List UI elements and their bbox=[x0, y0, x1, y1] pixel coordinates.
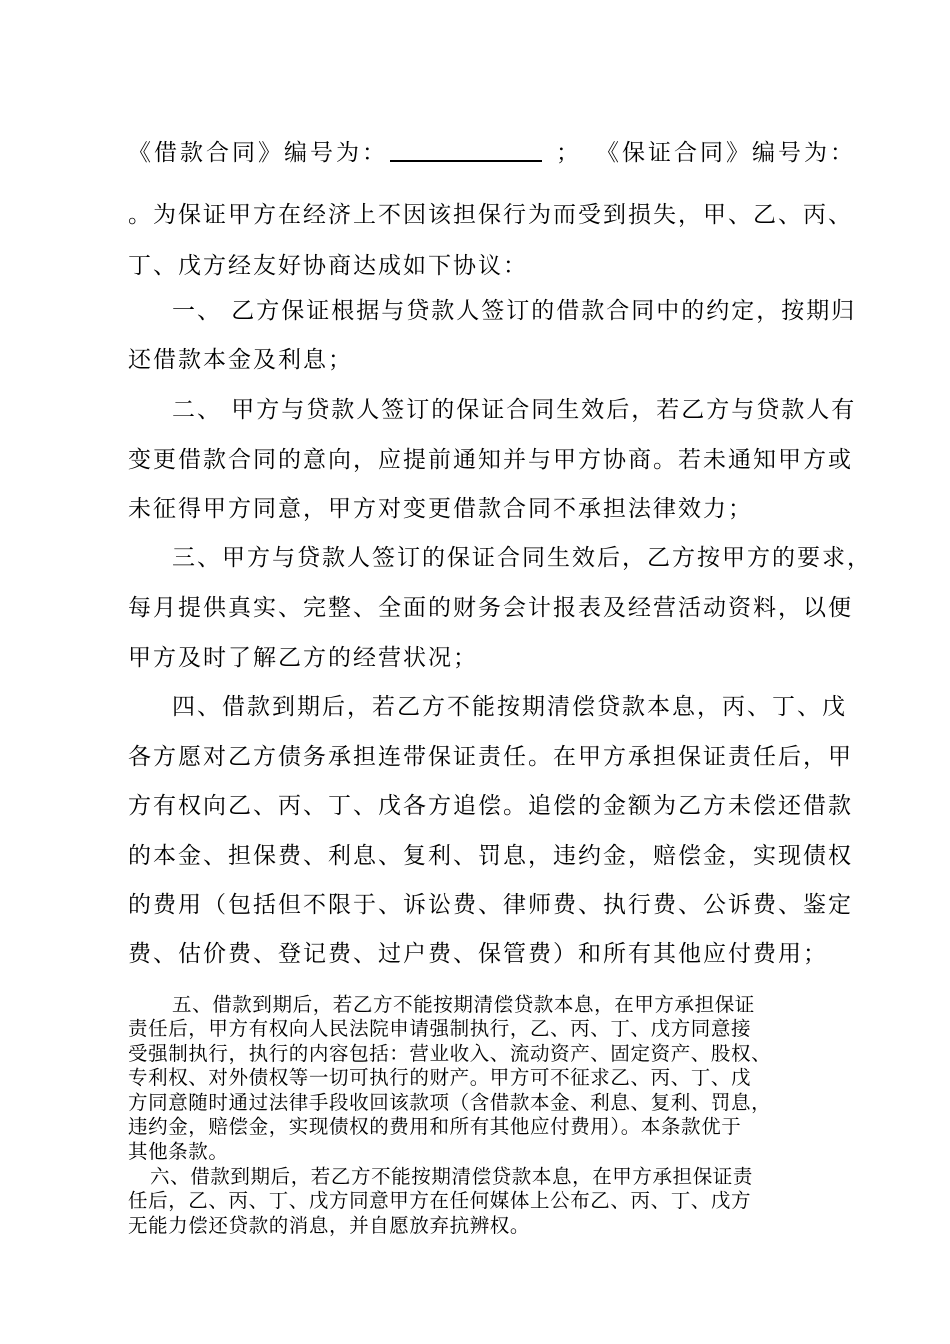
clause-4-line-2: 各方愿对乙方债务承担连带保证责任。在甲方承担保证责任后，甲 bbox=[128, 744, 853, 770]
clause-4-line-3: 方有权向乙、丙、丁、戊各方追偿。追偿的金额为乙方未偿还借款 bbox=[128, 793, 853, 819]
contract-number-line bbox=[128, 140, 856, 165]
guarantee-contract-number-label: 《保证合同》编号为： bbox=[596, 140, 856, 166]
clause-2-line-1: 二、 甲方与贷款人签订的保证合同生效后，若乙方与贷款人有 bbox=[172, 397, 857, 423]
clause-2-line-2: 变更借款合同的意向，应提前通知并与甲方协商。若未通知甲方或 bbox=[128, 447, 853, 473]
clause-6-line-3: 无能力偿还贷款的消息，并自愿放弃抗辨权。 bbox=[128, 1214, 531, 1237]
intro-line-1: 。为保证甲方在经济上不因该担保行为而受到损失，甲、乙、丙、 bbox=[128, 202, 853, 228]
clause-3-line-3: 甲方及时了解乙方的经营状况； bbox=[128, 645, 478, 671]
clause-1-line-2: 还借款本金及利息； bbox=[128, 347, 353, 373]
clause-4-line-1: 四、借款到期后，若乙方不能按期清偿贷款本息，丙、丁、戊 bbox=[172, 694, 847, 720]
clause-3-line-2: 每月提供真实、完整、全面的财务会计报表及经营活动资料，以便 bbox=[128, 595, 853, 621]
clause-5-line-2: 责任后，甲方有权向人民法院申请强制执行，乙、丙、丁、戊方同意接 bbox=[128, 1017, 752, 1040]
clause-4-line-6: 费、估价费、登记费、过户费、保管费）和所有其他应付费用； bbox=[128, 941, 828, 967]
intro-line-2: 丁、戊方经友好协商达成如下协议： bbox=[128, 253, 528, 279]
clause-1-line-1: 一、 乙方保证根据与贷款人签订的借款合同中的约定，按期归 bbox=[172, 298, 857, 324]
loan-contract-number-blank[interactable] bbox=[390, 140, 542, 162]
clause-4-line-4: 的本金、担保费、利息、复利、罚息，违约金，赔偿金，实现债权 bbox=[128, 843, 853, 869]
separator: ； bbox=[556, 140, 582, 166]
clause-5-line-5: 方同意随时通过法律手段收回该款项（含借款本金、利息、复利、罚息， bbox=[128, 1091, 772, 1114]
clause-5-line-1: 五、借款到期后，若乙方不能按期清偿贷款本息，在甲方承担保证 bbox=[172, 993, 755, 1016]
clause-5-line-6: 违约金，赔偿金，实现债权的费用和所有其他应付费用）。本条款优于 bbox=[128, 1115, 742, 1138]
loan-contract-number-label: 《借款合同》编号为： bbox=[128, 140, 388, 166]
clause-2-line-3: 未征得甲方同意，甲方对变更借款合同不承担法律效力； bbox=[128, 496, 753, 522]
clause-4-line-5: 的费用（包括但不限于、诉讼费、律师费、执行费、公诉费、鉴定 bbox=[128, 892, 853, 918]
clause-6-line-2: 任后，乙、丙、丁、戊方同意甲方在任何媒体上公布乙、丙、丁、戊方 bbox=[128, 1189, 752, 1212]
clause-5-line-4: 专利权、对外债权等一切可执行的财产。甲方可不征求乙、丙、丁、戊 bbox=[128, 1066, 752, 1089]
clause-3-line-1: 三、甲方与贷款人签订的保证合同生效后，乙方按甲方的要求， bbox=[172, 545, 872, 571]
clause-5-line-7: 其他条款。 bbox=[128, 1140, 229, 1163]
clause-5-line-3: 受强制执行，执行的内容包括：营业收入、流动资产、固定资产、股权、 bbox=[128, 1042, 772, 1065]
clause-6-line-1: 六、借款到期后，若乙方不能按期清偿贷款本息，在甲方承担保证责 bbox=[150, 1165, 754, 1188]
